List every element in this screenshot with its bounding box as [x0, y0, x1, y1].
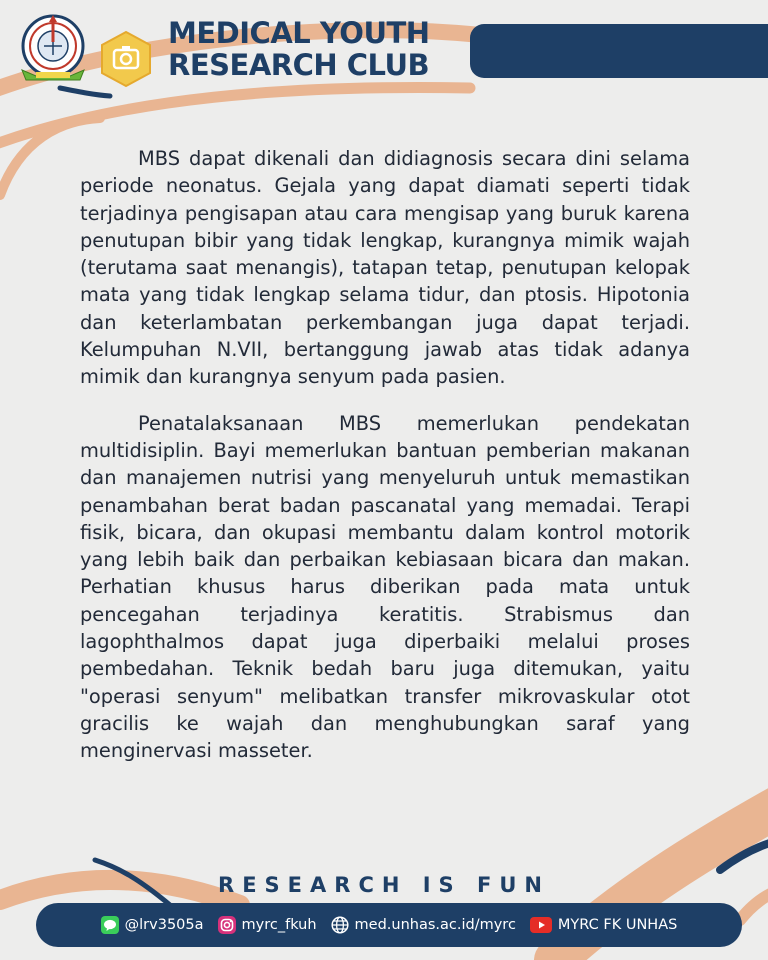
university-emblem-logo	[14, 10, 92, 88]
contact-youtube-label: MYRC FK UNHAS	[557, 917, 678, 933]
contact-instagram[interactable]	[218, 916, 317, 934]
contact-line[interactable]	[101, 916, 204, 934]
contact-line-label: @lrv3505a	[124, 917, 204, 933]
contact-bar	[36, 903, 742, 947]
club-title-line-1: MEDICAL YOUTH	[168, 16, 430, 50]
line-icon	[101, 916, 119, 934]
instagram-icon	[218, 916, 236, 934]
club-badge-logo	[97, 30, 155, 88]
header-accent-bar	[470, 24, 768, 78]
contact-instagram-label: myrc_fkuh	[241, 917, 317, 933]
contact-website-label: med.unhas.ac.id/myrc	[354, 917, 516, 933]
article-paragraph-1: MBS dapat dikenali dan didiagnosis secara dini selama periode neonatus. Gejala yang dapat diamati seperti tidak terjadinya pengisapan atau cara mengisap yang buruk karena penutupan bibir yang tidak lengkap, kurangnya mimik wajah (terutama saat menangis), tatapan tetap, penutupan kelopak mata yang tidak lengkap selama tidur, dan ptosis. Hipotonia dan keterlambatan perkembangan juga dapat terjadi. Kelumpuhan N.VII, bertanggung jawab atas tidak adanya mimik dan kurangnya senyum pada pasien.	[80, 147, 690, 389]
slogan: RESEARCH IS FUN	[218, 873, 550, 897]
article-body	[80, 145, 690, 784]
youtube-icon	[530, 917, 552, 933]
contact-youtube[interactable]	[530, 917, 677, 933]
globe-icon	[331, 916, 349, 934]
club-title	[168, 17, 430, 81]
article-paragraph-2: Penatalaksanaan MBS memerlukan pendekatan multidisiplin. Bayi memerlukan bantuan pemberian makanan dan manajemen nutrisi yang menyeluruh untuk memastikan penambahan berat badan pascanatal yang memadai. Terapi fisik, bicara, dan okupasi membantu dalam kontrol motorik yang lebih baik dan perbaikan kebiasaan bicara dan makan. Perhatian khusus harus diberikan pada mata untuk pencegahan terjadinya keratitis. Strabismus dan lagophthalmos dapat juga diperbaiki melalui proses pembedahan. Teknik bedah baru juga ditemukan, yaitu "operasi senyum" melibatkan transfer mikrovaskular otot gracilis ke wajah dan menghubungkan saraf yang menginervasi masseter.	[80, 411, 690, 763]
club-title-line-2: RESEARCH CLUB	[168, 48, 430, 82]
page-header	[0, 0, 768, 100]
contact-website[interactable]	[331, 916, 516, 934]
